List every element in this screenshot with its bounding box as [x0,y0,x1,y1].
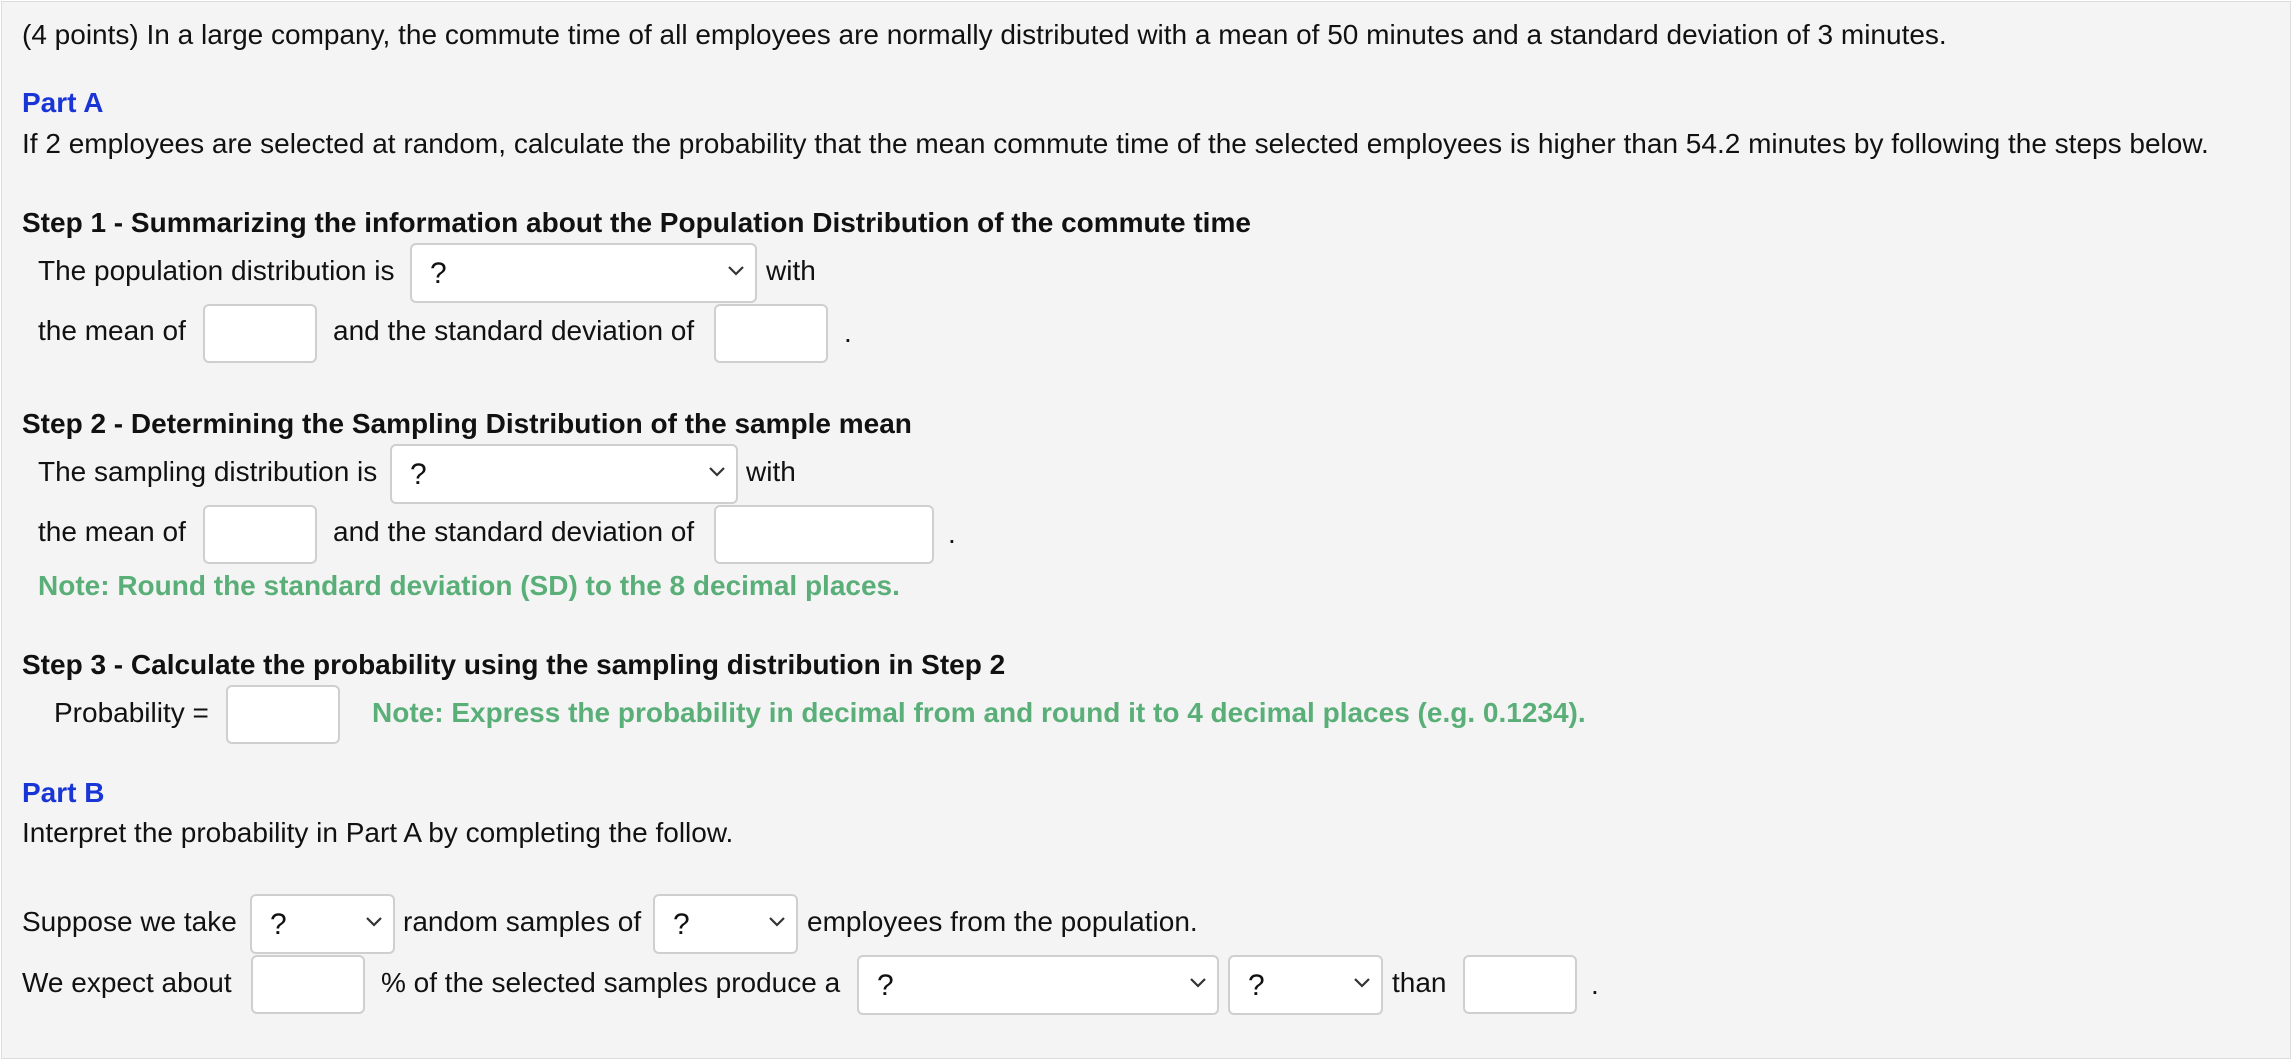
select-value: ? [673,908,690,941]
probability-input[interactable] [226,685,340,744]
chevron-down-icon [766,910,788,932]
sentence1-suffix: employees from the population. [807,906,1198,937]
select-value: ? [410,458,427,491]
percent-input[interactable] [251,955,365,1014]
sentence2-middle: % of the selected samples produce a [381,967,841,998]
step2-period: . [948,518,956,549]
step2-rounding-note: Note: Round the standard deviation (SD) to the 8 decimal places. [38,570,900,601]
step2-sampling-label: The sampling distribution is [38,456,378,487]
samples-count-select[interactable] [250,894,395,954]
probability-label: Probability = [54,697,209,728]
select-value: ? [1248,969,1265,1002]
population-distribution-select[interactable] [410,243,757,303]
step1-population-label: The population distribution is [38,255,395,286]
chevron-down-icon [1351,971,1373,993]
sampling-distribution-select[interactable] [390,444,738,504]
chevron-down-icon [363,910,385,932]
part-b-title: Part B [22,777,105,808]
step2-with-label: with [746,456,796,487]
step1-with-label: with [766,255,816,286]
step1-sd-label: and the standard deviation of [333,315,695,346]
step1-heading: Step 1 - Summarizing the information about the Population Distribution of the commute time [22,207,1251,238]
step2-heading: Step 2 - Determining the Sampling Distribution of the sample mean [22,408,912,439]
sentence1-prefix: Suppose we take [22,906,237,937]
select-value: ? [430,257,447,290]
sentence2-prefix: We expect about [22,967,232,998]
population-sd-input[interactable] [714,304,828,363]
sample-statistic-select[interactable] [857,955,1219,1015]
part-a-title: Part A [22,87,104,118]
part-b-description: Interpret the probability in Part A by completing the follow. [22,817,734,848]
comparison-select[interactable] [1228,955,1383,1015]
sentence1-middle: random samples of [403,906,642,937]
sentence2-period: . [1591,969,1599,1000]
population-mean-input[interactable] [203,304,317,363]
chevron-down-icon [706,460,728,482]
step1-mean-label: the mean of [38,315,186,346]
chevron-down-icon [725,259,747,281]
chevron-down-icon [1187,971,1209,993]
sampling-mean-input[interactable] [203,505,317,564]
sampling-sd-input[interactable] [714,505,934,564]
select-value: ? [270,908,287,941]
step2-mean-label: the mean of [38,516,186,547]
step2-sd-label: and the standard deviation of [333,516,695,547]
step1-period: . [844,317,852,348]
question-panel [1,1,2291,1059]
step3-probability-note: Note: Express the probability in decimal from and round it to 4 decimal places (e.g. 0.1234). [372,697,1586,728]
select-value: ? [877,969,894,1002]
question-intro: (4 points) In a large company, the commute time of all employees are normally distributed with a mean of 50 minutes and a standard deviation of 3 minutes. [22,19,1947,50]
sentence2-than: than [1392,967,1447,998]
part-a-description: If 2 employees are selected at random, calculate the probability that the mean commute time of the selected employees is higher than 54.2 minutes by following the steps below. [22,128,2209,159]
sample-size-select[interactable] [653,894,798,954]
step3-heading: Step 3 - Calculate the probability using the sampling distribution in Step 2 [22,649,1006,680]
threshold-input[interactable] [1463,955,1577,1014]
